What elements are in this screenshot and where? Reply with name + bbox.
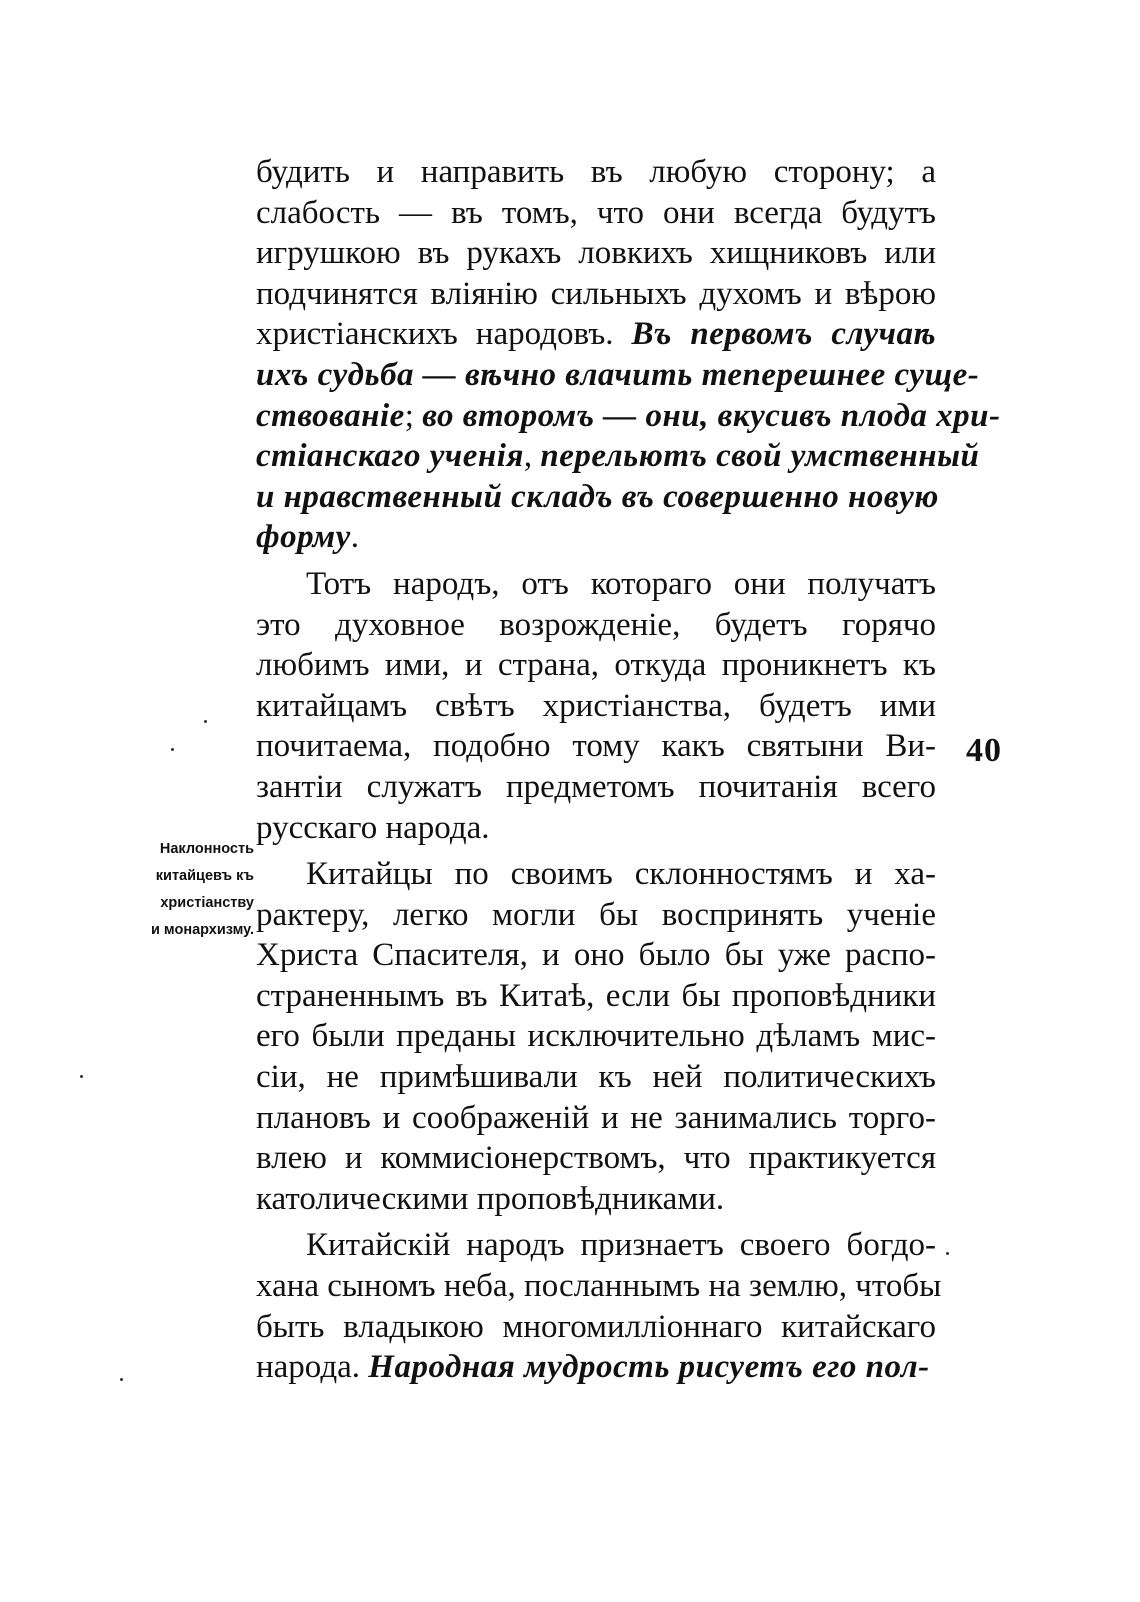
- italic-text: во второмъ — они, вкусивъ плода хри-: [422, 397, 1001, 434]
- text-segment: влею и коммисіонерствомъ, что практикуется: [256, 1140, 936, 1177]
- text-line: [256, 767, 936, 808]
- scan-speck: [80, 1075, 83, 1078]
- text-line: [256, 1057, 936, 1098]
- text-line: [256, 517, 936, 558]
- italic-text: Народная мудрость рисуетъ его пол-: [368, 1349, 930, 1386]
- marginal-note-line: христіанству: [160, 895, 254, 911]
- italic-text: Въ первомъ случаѣ: [631, 316, 936, 353]
- text-line: [256, 477, 939, 518]
- text-line: [256, 193, 936, 234]
- text-line: [256, 436, 980, 477]
- text-line: [256, 233, 936, 274]
- text-segment: любимъ ими, и страна, откуда проникнетъ къ: [256, 647, 936, 684]
- paragraph: [256, 152, 1001, 558]
- paragraph: [256, 854, 936, 1219]
- scan-speck: [171, 748, 174, 751]
- text-line: [256, 1016, 936, 1057]
- text-segment: страненнымъ въ Китаѣ, если бы проповѣдники: [256, 977, 936, 1014]
- paragraph: [256, 564, 936, 848]
- text-segment: зантіи служатъ предметомъ почитанія всего: [256, 768, 936, 805]
- italic-text: и нравственный складъ въ совершенно новую: [256, 478, 939, 515]
- text-line: [256, 1266, 942, 1307]
- text-segment: плановъ и соображеній и не занимались торго-: [256, 1099, 936, 1136]
- text-segment: .: [350, 519, 359, 556]
- text-segment: это духовное возрожденіе, будетъ горячо: [256, 606, 936, 643]
- text-segment: католическими проповѣдниками.: [256, 1180, 725, 1217]
- text-segment: сіи, не примѣшивали къ ней политическихъ: [256, 1059, 936, 1096]
- text-segment: подчинятся вліянію сильныхъ духомъ и вѣрою: [256, 275, 936, 312]
- italic-text: стіанскаго ученія: [256, 438, 524, 475]
- text-line: [256, 895, 936, 936]
- marginal-note-line: и монархизму.: [150, 922, 254, 938]
- text-segment: Христа Спасителя, и оно было бы уже распо-: [256, 937, 936, 974]
- text-line: [256, 726, 936, 767]
- text-line: [256, 1225, 936, 1266]
- text-line: [256, 808, 936, 849]
- italic-text: ствованіе: [256, 397, 405, 434]
- text-line: [256, 976, 936, 1017]
- scan-speck: [946, 1252, 949, 1255]
- italic-text: ихъ судьба — вѣчно влачить теперешнее суще-: [256, 356, 980, 393]
- text-line: [256, 935, 936, 976]
- text-line: [256, 1138, 936, 1179]
- text-line: [256, 564, 936, 605]
- text-segment: христіанскихъ народовъ.: [256, 316, 632, 353]
- text-line: [256, 152, 936, 193]
- text-line: [256, 1307, 936, 1348]
- text-line: [256, 854, 936, 895]
- text-line: [256, 605, 936, 646]
- text-segment: будить и направить въ любую сторону; а: [256, 154, 936, 190]
- text-segment: ,: [523, 438, 541, 475]
- text-segment: его были преданы исключительно дѣламъ мис-: [256, 1018, 936, 1055]
- text-segment: китайцамъ свѣтъ христіанства, будетъ ими: [256, 687, 936, 724]
- scan-speck: [204, 720, 207, 723]
- text-line: [256, 1179, 936, 1220]
- text-segment: рактеру, легко могли бы воспринять ученіе: [256, 896, 936, 933]
- marginal-note: [104, 836, 254, 944]
- text-segment: ;: [404, 397, 423, 434]
- marginal-note-line: Наклонность: [159, 841, 254, 857]
- text-line: [256, 396, 1001, 437]
- text-line: [256, 1098, 936, 1139]
- text-segment: слабость — въ томъ, что они всегда будутъ: [256, 194, 936, 231]
- marginal-note-line: китайцевъ къ: [155, 868, 254, 884]
- text-segment: игрушкою въ рукахъ ловкихъ хищниковъ или: [256, 235, 936, 272]
- text-segment: Тотъ народъ, отъ котораго они получатъ: [306, 565, 936, 602]
- text-segment: быть владыкою многомилліоннаго китайскаго: [256, 1308, 936, 1345]
- text-line: [256, 686, 936, 727]
- text-line: [256, 1347, 936, 1388]
- text-segment: Китайскій народъ признаетъ своего богдо-: [306, 1227, 936, 1264]
- text-segment: народа.: [256, 1349, 369, 1386]
- text-segment: русскаго народа.: [256, 809, 490, 846]
- scan-speck: [120, 1378, 123, 1381]
- text-line: [256, 274, 936, 315]
- text-line: [256, 645, 936, 686]
- text-segment: Китайцы по своимъ склонностямъ и ха-: [306, 856, 936, 893]
- paragraph: [256, 1225, 942, 1387]
- italic-text: форму: [256, 519, 351, 556]
- italic-text: перельютъ свой умственный: [540, 438, 980, 475]
- text-segment: хана сыномъ неба, посланнымъ на землю, чтобы: [256, 1268, 942, 1305]
- text-line: [256, 355, 980, 396]
- text-line: [256, 314, 936, 355]
- text-segment: почитаема, подобно тому какъ святыни Ви-: [256, 728, 936, 765]
- page-number: 40: [966, 732, 1002, 769]
